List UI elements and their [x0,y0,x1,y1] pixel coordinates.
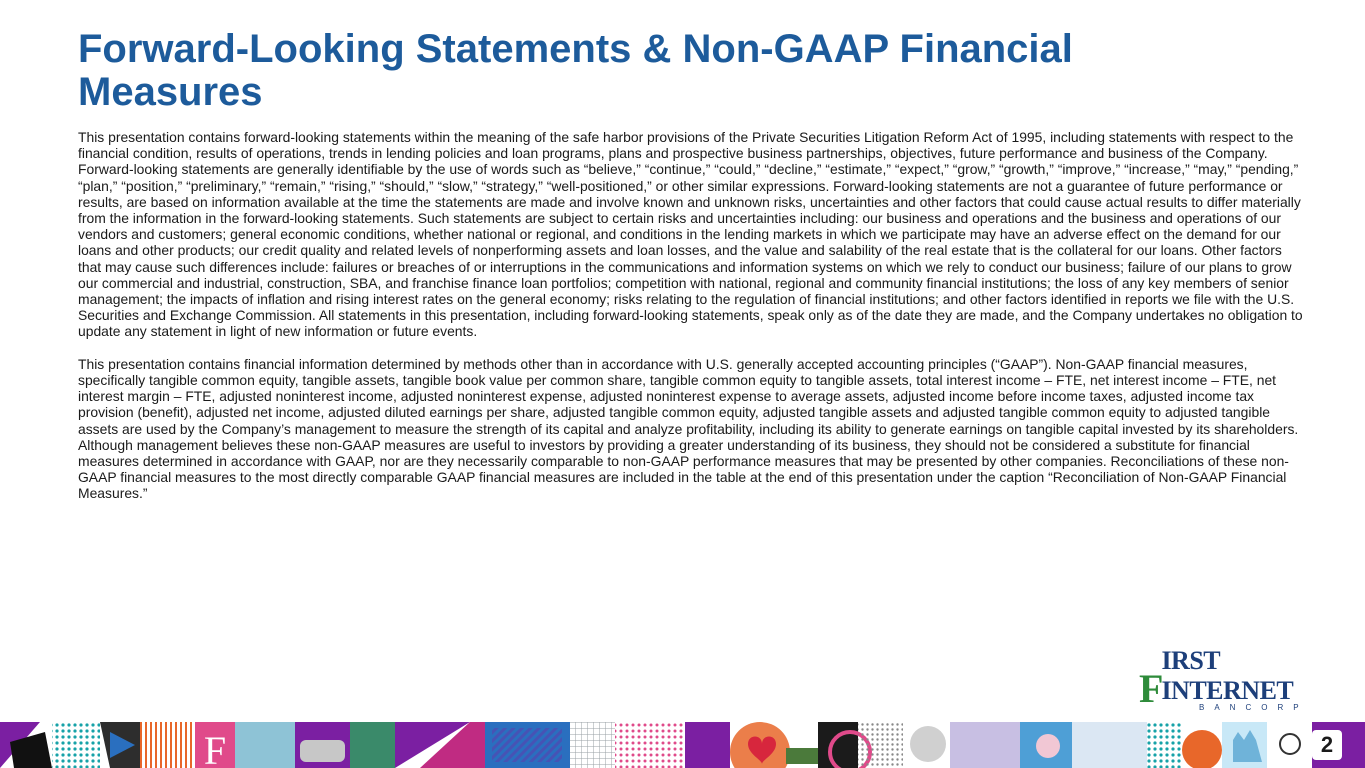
logo-subtitle: BANCORP [1199,703,1309,712]
forward-looking-paragraph: This presentation contains forward-looking statements within the meaning of the safe harbor provisions of the Private Securities Litigation Reform Act of 1995, including statements with respect to the financial condition, results of operations, trends in lending policies and loan programs, plans and prospective business partnerships, objectives, future performance and business of the Company. Forward-looking statements are generally identifiable by the use of words such as “believe,” “continue,” “could,” “decline,” “estimate,” “expect,” “grow,” “growth,” “improve,” “increase,” “may,” “pending,” “plan,” “position,” “preliminary,” “remain,” “rising,” “should,” “slow,” “strategy,” “well-positioned,” or other similar expressions. Forward-looking statements are not a guarantee of future performance or results, are based on information available at the time the statements are made and involve known and unknown risks, uncertainties and other factors that could cause actual results to differ materially from the information in the forward-looking statements. Such statements are subject to certain risks and uncertainties including: our business and operations and the business and operations of our vendors and customers; general economic conditions, whether national or regional, and conditions in the lending markets in which we participate may have an adverse effect on the demand for our loans and other products; our credit quality and related levels of nonperforming assets and loan losses, and the value and salability of the real estate that is the collateral for our loans. Other factors that may cause such differences include: failures or breaches of or interruptions in the communications and information systems on which we rely to conduct our business; failure of our plans to grow our commercial and industrial, construction, SBA, and franchise finance loan portfolios; competition with national, regional and community financial institutions; the loss of any key members of senior management; the impacts of inflation and rising interest rates on the general economy; risks relating to the regulation of financial institutions; and other factors identified in reports we file with the U.S. Securities and Exchange Commission. All statements in this presentation, including forward-looking statements, speak only as of the date they are made, and the Company undertakes no obligation to update any statement in light of new information or future events. [78,129,1303,340]
logo-letter: F [1139,666,1162,711]
non-gaap-paragraph: This presentation contains financial information determined by methods other than in accordance with U.S. generally accepted accounting principles (“GAAP”). Non-GAAP financial measures, specifically tangible common equity, tangible assets, tangible book value per common share, tangible common equity to tangible assets, total interest income – FTE, net interest income – FTE, net interest margin – FTE, adjusted noninterest income, adjusted noninterest expense, adjusted noninterest expense to average assets, adjusted income before income taxes, adjusted income tax provision (benefit), adjusted net income, adjusted diluted earnings per share, adjusted tangible common equity, adjusted tangible assets and adjusted tangible common equity to adjusted tangible assets are used by the Company’s management to measure the strength of its capital and analyze profitability, including its ability to generate earnings on tangible capital invested by its shareholders. Although management believes these non-GAAP measures are useful to investors by providing a greater understanding of its business, they should not be considered a substitute for financial measures determined in accordance with GAAP, nor are they necessarily comparable to non-GAAP performance measures that may be presented by other companies. Reconciliations of these non-GAAP financial measures to the most directly comparable GAAP financial measures are included in the table at the end of this presentation under the caption “Reconciliation of Non-GAAP Financial Measures.” [78,355,1299,502]
banner-collage [0,722,1365,768]
company-logo [1139,646,1349,714]
decorative-banner [0,722,1365,768]
slide-title: Forward-Looking Statements & Non-GAAP Financial Measures [78,27,1073,114]
page-number: 2 [1312,730,1342,760]
body-text [78,129,1304,502]
svg-text:F: F [203,728,227,768]
logo-wordmark: IRST INTERNET [1161,646,1294,705]
